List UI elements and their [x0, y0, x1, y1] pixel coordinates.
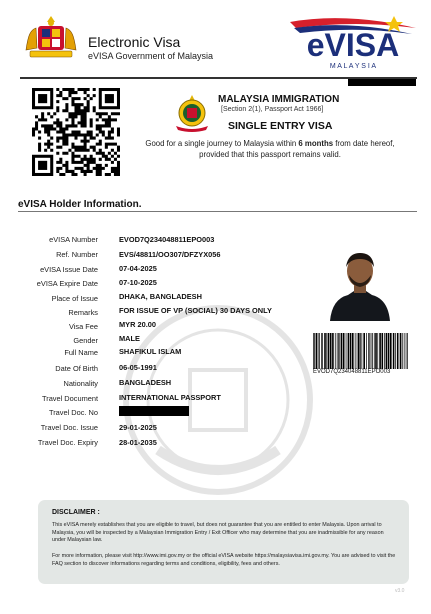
barcode-icon — [312, 333, 410, 369]
evisa-logo-text: eVISA — [306, 27, 400, 63]
field-value-issue-date: 07-04-2025 — [119, 264, 157, 273]
validity-post: from date hereof, provided that this passport remains valid. — [199, 139, 395, 159]
field-value-expire-date: 07-10-2025 — [119, 278, 157, 287]
section-title: eVISA Holder Information. — [18, 199, 142, 210]
field-label-travel-doc-no: Travel Doc. No — [48, 408, 98, 417]
barcode-text: EVOD7Q234048811EPO003 — [313, 369, 391, 375]
field-label-nationality: Nationality — [63, 379, 98, 388]
redaction-bar — [348, 79, 416, 86]
field-label-gender: Gender — [73, 336, 98, 345]
evisa-logo — [286, 14, 420, 72]
field-label-evisa-number: eVISA Number — [49, 235, 98, 244]
visa-type: SINGLE ENTRY VISA — [228, 120, 333, 132]
immigration-emblem-icon — [172, 92, 212, 132]
validity-pre: Good for a single journey to Malaysia within — [145, 139, 299, 148]
disclaimer-paragraph-1: This eVISA merely establishes that you are eligible to travel, but does not guarantee that you are entitled to enter Malaysia. Upon arrival to Malaysia, you will be inspected by a Malaysian Immigration Entry / Exit Officer who may determine that you are inadmissible for any reason under Malaysian law. — [52, 522, 384, 544]
field-value-ref-number: EVS/48811/OO307/DFZYX056 — [119, 250, 221, 259]
field-label-date-of-birth: Date Of Birth — [55, 364, 98, 373]
header-title: Electronic Visa — [88, 34, 181, 50]
travel-doc-no-redacted — [119, 406, 189, 416]
field-label-expire-date: eVISA Expire Date — [36, 279, 98, 288]
holder-photo — [324, 245, 396, 321]
field-value-evisa-number: EVOD7Q234048811EPO003 — [119, 235, 215, 244]
field-label-remarks: Remarks — [68, 308, 98, 317]
field-label-travel-document: Travel Document — [42, 394, 98, 403]
field-value-place-of-issue: DHAKA, BANGLADESH — [119, 292, 202, 301]
disclaimer-paragraph-2: For more information, please visit http://www.imi.gov.my or the official eVISA website https://malaysiavisa.imi.gov.my. You are advised to visit the FAQ section to discover informations regarding terms and conditions, eligibility, fees and others. — [52, 553, 396, 567]
field-value-date-of-birth: 06-05-1991 — [119, 363, 157, 372]
field-label-visa-fee: Visa Fee — [68, 322, 98, 331]
field-value-gender: MALE — [119, 334, 140, 343]
evisa-logo-country: M A L A Y S I A — [329, 63, 377, 70]
field-label-place-of-issue: Place of Issue — [51, 294, 98, 303]
disclaimer-title: DISCLAIMER : — [52, 509, 100, 516]
header-subtitle: eVISA Government of Malaysia — [88, 51, 214, 61]
section-divider — [18, 211, 417, 212]
field-value-travel-doc-issue: 29-01-2025 — [119, 423, 157, 432]
validity-bold: 6 months — [298, 139, 334, 148]
immigration-title: MALAYSIA IMMIGRATION — [218, 94, 340, 105]
field-value-travel-doc-expiry: 28-01-2035 — [119, 438, 157, 447]
field-value-remarks: FOR ISSUE OF VP (SOCIAL) 30 DAYS ONLY — [119, 306, 272, 315]
version-label: v3.0 — [395, 588, 405, 594]
field-label-issue-date: eVISA Issue Date — [40, 265, 98, 274]
qr-code-icon — [32, 88, 120, 176]
field-value-travel-document: INTERNATIONAL PASSPORT — [119, 393, 221, 402]
field-value-nationality: BANGLADESH — [119, 378, 172, 387]
malaysia-coat-of-arms-icon — [22, 14, 80, 60]
field-label-travel-doc-expiry: Travel Doc. Expiry — [37, 438, 98, 447]
immigration-section: [Section 2(1), Passport Act 1966] — [221, 106, 324, 113]
validity-statement — [130, 139, 410, 160]
field-value-full-name: SHAFIKUL ISLAM — [119, 347, 182, 356]
field-label-full-name: Full Name — [64, 348, 98, 357]
field-label-travel-doc-issue: Travel Doc. Issue — [40, 423, 98, 432]
field-label-ref-number: Ref. Number — [56, 250, 98, 259]
field-value-visa-fee: MYR 20.00 — [119, 320, 156, 329]
